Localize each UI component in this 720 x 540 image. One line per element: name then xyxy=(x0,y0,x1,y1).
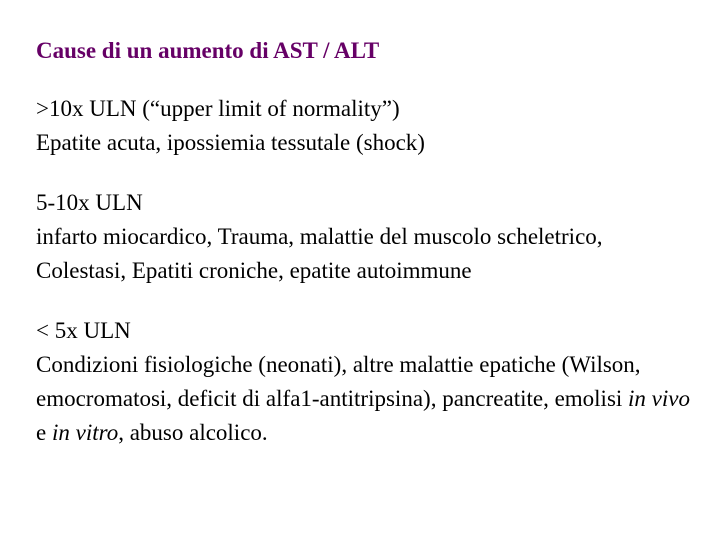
section-heading: < 5x ULN xyxy=(36,318,131,343)
section-body: Epatite acuta, ipossiemia tessutale (shock) xyxy=(36,130,425,155)
section-over-10x xyxy=(36,92,696,160)
italic-term: in vitro xyxy=(51,420,119,445)
body-text: Condizioni fisiologiche (neonati), altre malattie epatiche (Wilson, emocromatosi, deficit di alfa1-antitripsina), pancreatite, emolisi xyxy=(36,352,641,411)
slide xyxy=(36,36,696,476)
section-body xyxy=(36,348,696,450)
section-heading: 5-10x ULN xyxy=(36,190,143,215)
section-body: infarto miocardico, Trauma, malattie del muscolo scheletrico, Colestasi, Epatiti croniche, epatite autoimmune xyxy=(36,224,603,283)
italic-term: in vivo xyxy=(628,386,690,411)
body-text: e xyxy=(36,420,52,445)
section-heading: >10x ULN (“upper limit of normality”) xyxy=(36,96,400,121)
section-under-5x xyxy=(36,314,696,450)
body-text: , abuso alcolico. xyxy=(118,420,268,445)
section-5-10x xyxy=(36,186,696,288)
slide-title: Cause di un aumento di AST / ALT xyxy=(36,38,380,63)
